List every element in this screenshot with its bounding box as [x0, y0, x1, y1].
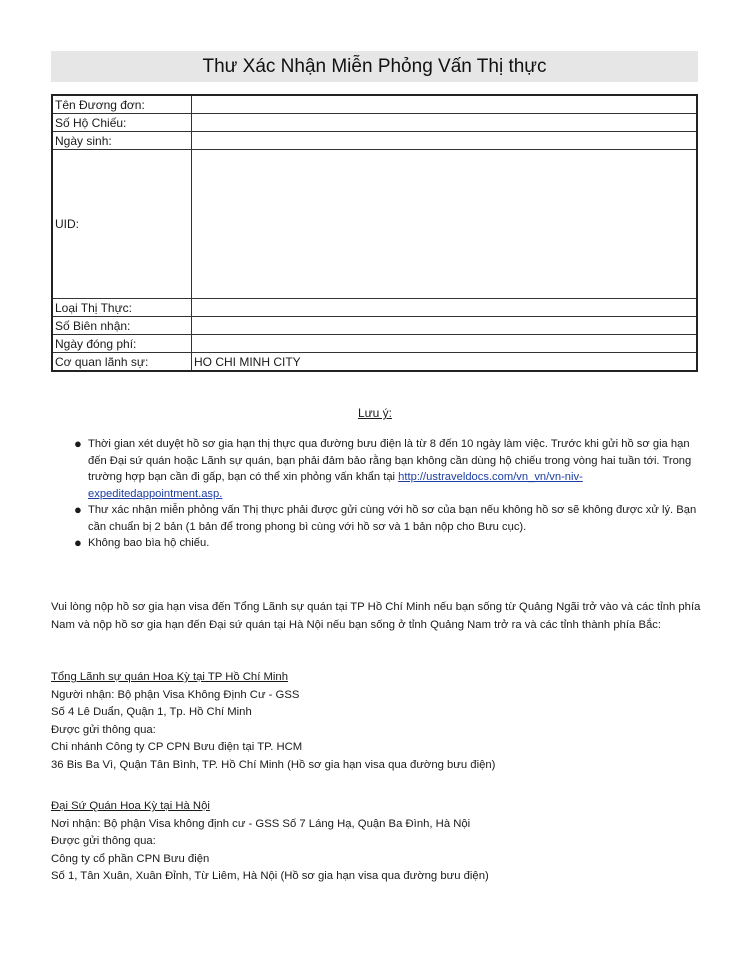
passport-number-field[interactable]: [192, 114, 698, 132]
hanoi-address-line: Được gửi thông qua:: [51, 835, 156, 847]
table-row: [52, 317, 697, 335]
expedited-appointment-link[interactable]: http://ustraveldocs.com/vn_vn/vn-niv-expeditedappointment.asp.: [88, 471, 583, 500]
consular-post-field[interactable]: HO CHI MINH CITY: [192, 353, 698, 372]
note-passport-cover: Không bao bìa hộ chiếu.: [88, 537, 210, 549]
receipt-number-label: Số Biên nhận:: [52, 317, 192, 335]
list-item: [72, 436, 702, 502]
hcm-consulate-block: [51, 669, 701, 774]
hanoi-address-line: Nơi nhận: Bộ phận Visa không định cư - GSS Số 7 Láng Hạ, Quận Ba Đình, Hà Nội: [51, 817, 471, 830]
table-row: [52, 114, 697, 132]
hanoi-address-line: Số 1, Tân Xuân, Xuân Đỉnh, Từ Liêm, Hà Nội (Hồ sơ gia hạn visa qua đường bưu điện): [51, 870, 489, 882]
fee-date-field[interactable]: [192, 335, 698, 353]
bullet-icon: ●: [74, 502, 82, 517]
bullet-icon: ●: [74, 436, 82, 451]
hanoi-address-line: Công ty cổ phần CPN Bưu điện: [51, 852, 210, 865]
table-row: [52, 353, 697, 372]
hcm-address-line: Số 4 Lê Duẩn, Quận 1, Tp. Hồ Chí Minh: [51, 706, 252, 718]
visa-type-field[interactable]: [192, 299, 698, 317]
notes-heading: Lưu ý:: [357, 406, 393, 420]
table-row: [52, 95, 697, 114]
hanoi-embassy-heading: Đại Sứ Quán Hoa Kỳ tại Hà Nội: [51, 800, 210, 812]
note-waiver-letter: Thư xác nhận miễn phỏng vấn Thị thực phải được gửi cùng với hồ sơ của bạn nếu không hồ sơ sẽ không được xử lý. Bạn cần chuẩn bị 2 bản (1 bản để trong phong bì cùng với hồ sơ và 1 bản nộp cho Bưu cục).: [88, 504, 697, 533]
submission-intro: Vui lòng nộp hồ sơ gia hạn visa đến Tổng Lãnh sự quán tại TP Hồ Chí Minh nếu bạn sống từ Quảng Ngãi trở vào và các tỉnh phía Nam và nộp hồ sơ gia hạn đến Đại sứ quán tại Hà Nội nếu bạn sống ở tỉnh Quảng Nam trở ra và các tỉnh thành phía Bắc:: [51, 601, 701, 631]
hcm-address-line: Được gửi thông qua:: [51, 723, 156, 736]
hcm-consulate-heading: Tổng Lãnh sự quán Hoa Kỳ tại TP Hồ Chí Minh: [51, 671, 288, 683]
date-of-birth-label: Ngày sinh:: [52, 132, 192, 150]
uid-field[interactable]: [192, 150, 698, 299]
bullet-icon: ●: [74, 535, 82, 550]
applicant-name-label: Tên Đương đơn:: [52, 95, 192, 114]
uid-label: UID:: [52, 150, 192, 299]
hcm-address-line: 36 Bis Ba Vì, Quận Tân Bình, TP. Hồ Chí Minh (Hồ sơ gia hạn visa qua đường bưu điện): [51, 758, 496, 771]
table-row: [52, 132, 697, 150]
notes-list: [72, 436, 702, 552]
list-item: [72, 502, 702, 535]
applicant-name-field[interactable]: [192, 95, 698, 114]
consular-post-label: Cơ quan lãnh sự:: [52, 353, 192, 372]
visa-type-label: Loại Thị Thực:: [52, 299, 192, 317]
list-item: [72, 535, 702, 552]
table-row: [52, 299, 697, 317]
document-title: Thư Xác Nhận Miễn Phỏng Vấn Thị thực: [51, 51, 698, 82]
receipt-number-field[interactable]: [192, 317, 698, 335]
date-of-birth-field[interactable]: [192, 132, 698, 150]
fee-date-label: Ngày đóng phí:: [52, 335, 192, 353]
hcm-address-line: Người nhận: Bộ phận Visa Không Định Cư - GSS: [51, 688, 300, 701]
passport-number-label: Số Hộ Chiếu:: [52, 114, 192, 132]
applicant-info-table: [51, 94, 698, 372]
table-row: [52, 150, 697, 299]
note-processing-time: Thời gian xét duyệt hồ sơ gia hạn thị thực qua đường bưu điện là từ 8 đến 10 ngày làm việc. Trước khi gửi hồ sơ gia hạn đến Đại sứ quán hoặc Lãnh sự quán, bạn phải đảm bảo rằng bạn không cần dùng hộ chiếu trong vòng hai tuần tới. Trong trường hợp bạn cần đi gấp, bạn có thể xin phỏng vấn khẩn tại: [88, 438, 692, 483]
table-row: [52, 335, 697, 353]
hcm-address-line: Chi nhánh Công ty CP CPN Bưu điện tại TP. HCM: [51, 741, 303, 753]
hanoi-embassy-block: [51, 798, 701, 886]
